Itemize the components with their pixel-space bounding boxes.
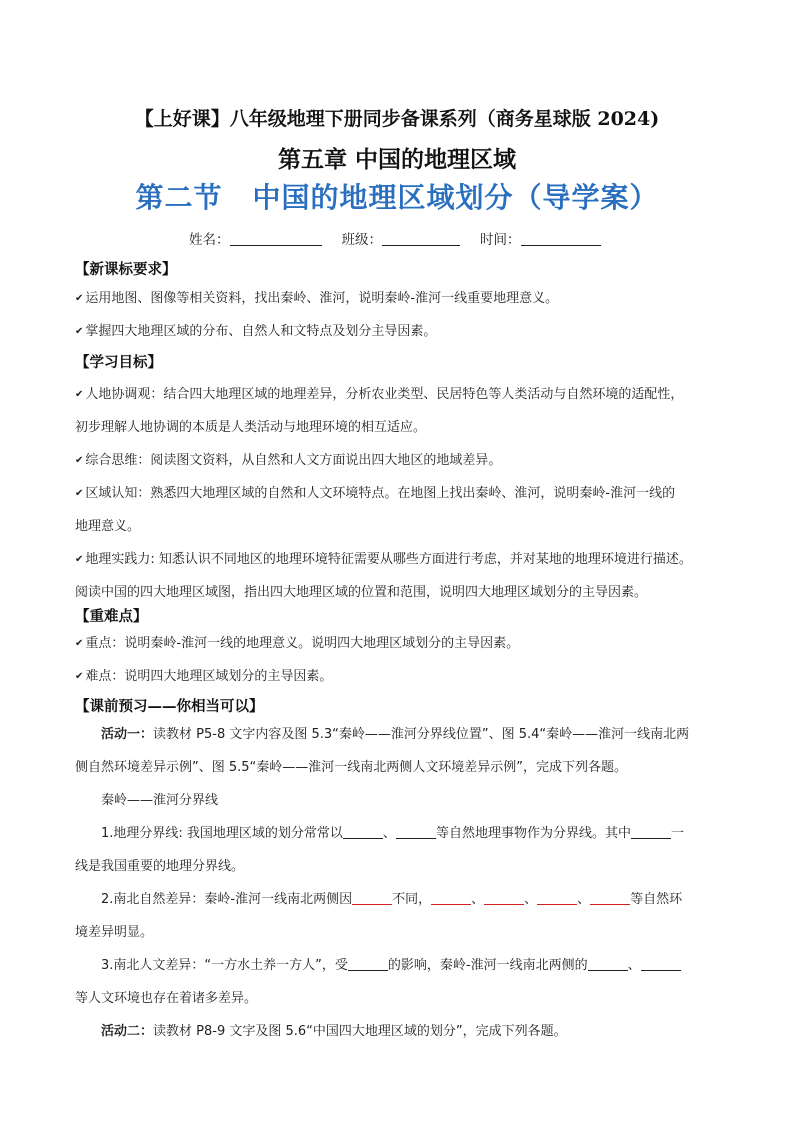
goals-heading: 【学习目标】 [75, 355, 162, 371]
question-1: 1.地理分界线: 我国地理区域的划分常常以 、 等自然地理事物作为分界线。其中 一 [101, 826, 684, 841]
check-bullet-icon: ✔ [75, 671, 84, 682]
class-label: 班级： [341, 232, 382, 248]
answer-blank[interactable] [641, 957, 681, 971]
check-bullet-icon: ✔ [75, 488, 84, 499]
question-3-line2: 等人文环境也存在着诸多差异。 [75, 991, 258, 1006]
check-bullet-icon: ✔ [75, 293, 84, 304]
standards-list [75, 282, 735, 348]
answer-blank[interactable] [352, 891, 392, 905]
answer-blank[interactable] [537, 891, 577, 905]
list-item: ✔ 重点：说明秦岭-淮河一线的地理意义。说明四大地理区域划分的主导因素。 [75, 636, 520, 651]
section-number: 第二节 [135, 181, 223, 214]
key-points-heading: 【重难点】 [75, 609, 148, 625]
list-item-continuation: 初步理解人地协调的本质是人类活动与地理环境的相互适应。 [75, 420, 427, 435]
check-bullet-icon: ✔ [75, 326, 84, 337]
question-1-line2: 线是我国重要的地理分界线。 [75, 859, 245, 874]
answer-blank[interactable] [590, 891, 630, 905]
list-item: ✔ 地理实践力: 知悉认识不同地区的地理环境特征需要从哪些方面进行考虑，并对某地的地理环境进行描述。 [75, 552, 692, 567]
answer-blank[interactable] [348, 957, 388, 971]
activity1-line1: 活动一：读教材 P5-8 文字内容及图 5.3“秦岭——淮河分界线位置”、图 5.4“秦岭——淮河一线南北两 [101, 727, 690, 742]
section-name: 中国的地理区域划分（导学案） [252, 181, 659, 214]
standards-heading: 【新课标要求】 [75, 262, 177, 278]
class-blank[interactable] [382, 231, 460, 246]
student-info-fields [189, 228, 601, 248]
list-item-continuation: 阅读中国的四大地理区域图，指出四大地理区域的位置和范围，说明四大地理区域划分的主导因素。 [75, 585, 648, 600]
chapter-title: 第五章 中国的地理区域 [277, 147, 516, 173]
check-bullet-icon: ✔ [75, 455, 84, 466]
activity2: 活动二：读教材 P8-9 文字及图 5.6“中国四大地理区域的划分”，完成下列各题。 [101, 1024, 567, 1039]
answer-blank[interactable] [588, 957, 628, 971]
section-title [0, 176, 794, 216]
name-blank[interactable] [230, 231, 322, 246]
list-item: ✔ 人地协调观：结合四大地理区域的地理差异，分析农业类型、民居特色等人类活动与自然环境的适配性， [75, 387, 684, 402]
question-2: 2.南北自然差异：秦岭-淮河一线南北两侧因 不同， 、 、 、 等自然环 [101, 892, 683, 907]
preview-section [75, 718, 735, 1048]
answer-blank[interactable] [343, 825, 383, 839]
key-points-list [75, 627, 735, 693]
name-label: 姓名： [189, 232, 230, 248]
list-item: ✔ 运用地图、图像等相关资料，找出秦岭、淮河，说明秦岭-淮河一线重要地理意义。 [75, 291, 559, 306]
list-item: ✔ 综合思维：阅读图文资料，从自然和人文方面说出四大地区的地域差异。 [75, 453, 502, 468]
list-item: ✔ 掌握四大地理区域的分布、自然人和文特点及划分主导因素。 [75, 324, 437, 339]
question-3: 3.南北人文差异：“一方水土养一方人”，受 的影响，秦岭-淮河一线南北两侧的 、 [75, 949, 735, 982]
list-item: ✔ 难点：说明四大地理区域划分的主导因素。 [75, 669, 333, 684]
list-item: ✔ 区域认知：熟悉四大地理区域的自然和人文环境特点。在地图上找出秦岭、淮河，说明秦岭-淮河一线的 [75, 486, 676, 501]
check-bullet-icon: ✔ [75, 389, 84, 400]
time-label: 时间： [480, 232, 521, 248]
question-2-line2: 境差异明显。 [75, 925, 154, 940]
answer-blank[interactable] [396, 825, 436, 839]
list-item-continuation: 地理意义。 [75, 519, 141, 534]
activity1-line2: 侧自然环境差异示例”、图 5.5“秦岭——淮河一线南北两侧人文环境差异示例”，完成下列各题。 [75, 760, 628, 775]
answer-blank[interactable] [631, 825, 671, 839]
check-bullet-icon: ✔ [75, 638, 84, 649]
time-blank[interactable] [521, 231, 601, 246]
answer-blank[interactable] [431, 891, 471, 905]
preview-heading: 【课前预习——你相当可以】 [75, 699, 264, 715]
check-bullet-icon: ✔ [75, 554, 84, 565]
answer-blank[interactable] [484, 891, 524, 905]
preview-subheading: 秦岭——淮河分界线 [101, 793, 219, 808]
goals-list [75, 378, 735, 609]
series-title: 【上好课】八年级地理下册同步备课系列（商务星球版 2024) [134, 108, 660, 130]
